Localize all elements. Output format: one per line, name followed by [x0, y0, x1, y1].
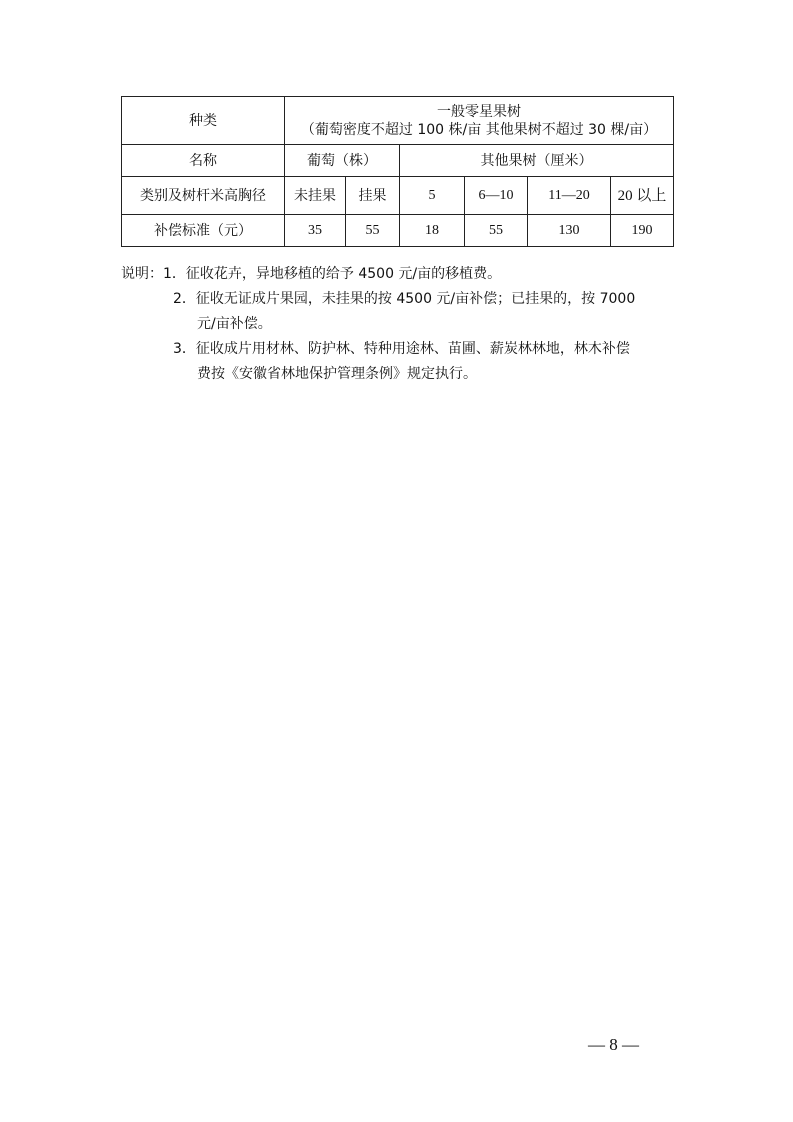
name-label-cell: 名称 [122, 145, 285, 177]
value-cell: 35 [285, 215, 346, 247]
note-line: 3．征收成片用材林、防护林、特种用途林、苗圃、薪炭林林地，林木补偿 [173, 341, 630, 357]
standard-label-cell: 补偿标准（元） [122, 215, 285, 247]
grape-unfruited-cell: 未挂果 [285, 177, 346, 215]
category-label-cell: 类别及树杆米高胸径 [122, 177, 285, 215]
grape-fruited-cell: 挂果 [346, 177, 400, 215]
group-title: 一般零星果树 [437, 103, 522, 120]
note-line: 费按《安徽省林地保护管理条例》规定执行。 [197, 366, 477, 382]
type-label-cell: 种类 [122, 97, 285, 145]
value-cell: 55 [346, 215, 400, 247]
notes-section [121, 262, 677, 387]
page-number: — 8 — [588, 1035, 639, 1054]
note-line: 元/亩补偿。 [197, 316, 272, 332]
compensation-table [121, 96, 674, 247]
grape-header-cell: 葡萄（株） [285, 145, 400, 177]
group-header-cell [285, 97, 674, 145]
value-cell: 55 [465, 215, 528, 247]
table-row [122, 177, 674, 215]
size-cell: 11—20 [528, 177, 611, 215]
table-row [122, 145, 674, 177]
other-fruit-header-cell: 其他果树（厘米） [400, 145, 674, 177]
note-line: 2．征收无证成片果园，未挂果的按 4500 元/亩补偿；已挂果的，按 7000 [173, 291, 636, 307]
size-cell: 5 [400, 177, 465, 215]
size-cell: 6—10 [465, 177, 528, 215]
group-subtitle: （葡萄密度不超过 100 株/亩 其他果树不超过 30 棵/亩） [300, 121, 658, 138]
size-cell [611, 177, 674, 215]
note-line: 说明：1．征收花卉，异地移植的给予 4500 元/亩的移植费。 [121, 266, 502, 282]
value-cell: 130 [528, 215, 611, 247]
value-cell: 18 [400, 215, 465, 247]
size-value: 20 以上 [617, 187, 667, 204]
table-row [122, 215, 674, 247]
table-row [122, 97, 674, 145]
value-cell: 190 [611, 215, 674, 247]
